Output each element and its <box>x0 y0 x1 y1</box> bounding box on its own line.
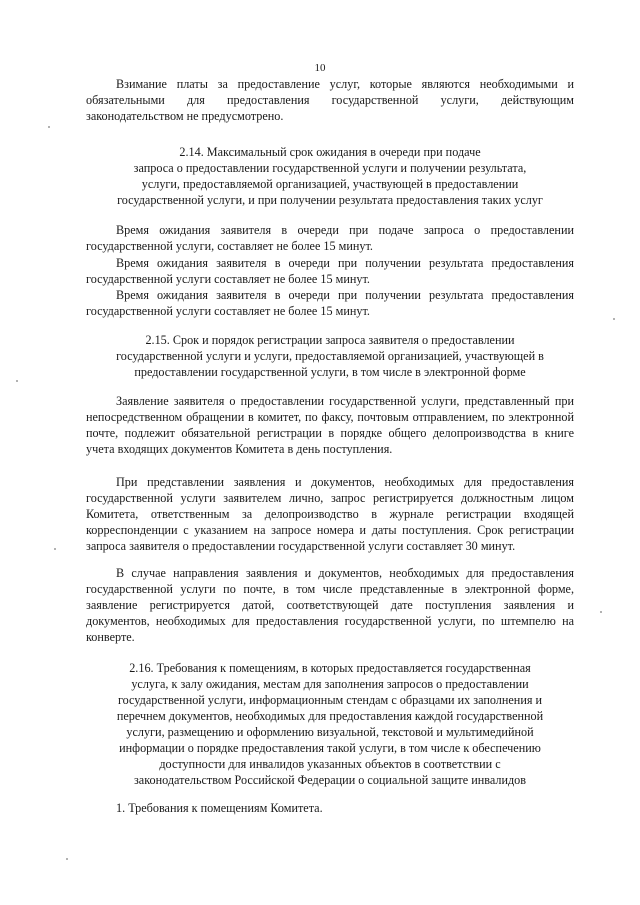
heading-2-16 <box>86 660 574 788</box>
heading-line: услуга, к залу ожидания, местам для заполнения запросов о предоставлении <box>131 677 529 691</box>
heading-line: доступности для инвалидов указанных объектов в соответствии с <box>159 757 501 771</box>
heading-line: информации о порядке предоставления такой услуги, в том числе к обеспечению <box>119 741 541 755</box>
scan-speck <box>16 380 18 382</box>
heading-line: перечнем документов, необходимых для предоставления каждой государственной <box>116 709 544 723</box>
heading-line: государственной услуги и услуги, предоставляемой организацией, участвующей в <box>116 349 544 363</box>
paragraph-registration-1: Заявление заявителя о предоставлении государственной услуги, представленный при непосредственном обращении в комитет, по факсу, почтовым отправлением, по электронной почте, подлежит обязательной регистрации в порядке общего делопроизводства в книге учета входящих документов Комитета в день поступления. <box>86 394 574 456</box>
paragraph-wait-3: Время ожидания заявителя в очереди при получении результата предоставления государственной услуги составляет не более 15 минут. <box>86 288 574 318</box>
paragraph-fee: Взимание платы за предоставление услуг, которые являются необходимыми и обязательными для предоставления государственной услуги, действующим законодательством не предусмотрено. <box>86 77 574 123</box>
heading-line: 2.15. Срок и порядок регистрации запроса заявителя о предоставлении <box>145 333 515 347</box>
heading-line: услуги, предоставляемой организацией, участвующей в предоставлении <box>141 177 519 191</box>
paragraph-registration-2: При представлении заявления и документов, необходимых для предоставления государственной услуги заявителем лично, запрос регистрируется должностным лицом Комитета, ответственным за делопроизводство в журнале регистрации входящей корреспонденции с указанием на запросе номера и даты поступления. Срок регистрации запроса заявителя о предоставлении государственной услуги составляет 30 минут. <box>86 475 574 553</box>
heading-line: услуги, размещению и оформлению визуальной, текстовой и мультимедийной <box>126 725 534 739</box>
page-number: 10 <box>314 62 326 74</box>
heading-line: государственной услуги, и при получении результата предоставления таких услуг <box>117 193 543 207</box>
paragraph-requirements-1: 1. Требования к помещениям Комитета. <box>116 801 323 815</box>
heading-line: государственной услуги, информационным стендам с образцами их заполнения и <box>117 693 543 707</box>
heading-line: 2.16. Требования к помещениям, в которых предоставляется государственная <box>129 661 531 675</box>
heading-line: запроса о предоставлении государственной услуги и получении результата, <box>133 161 527 175</box>
paragraph-wait-1: Время ожидания заявителя в очереди при подаче запроса о предоставлении государственной услуги, составляет не более 15 минут. <box>86 223 574 253</box>
heading-line: 2.14. Максимальный срок ожидания в очереди при подаче <box>179 145 481 159</box>
heading-2-15 <box>86 332 574 380</box>
scan-speck <box>48 126 50 128</box>
heading-2-14 <box>86 144 574 208</box>
heading-line: предоставлении государственной услуги, в том числе в электронной форме <box>134 365 526 379</box>
paragraph-wait-2: Время ожидания заявителя в очереди при получении результата предоставления государственной услуги составляет не более 15 минут. <box>86 256 574 286</box>
paragraph-registration-3: В случае направления заявления и документов, необходимых для предоставления государственной услуги по почте, в том числе представленные в электронной форме, заявление регистрируется датой, соответствующей дате поступления заявления и документов, необходимых для предоставления государственной услуги, по штемпелю на конверте. <box>86 566 574 644</box>
scan-speck <box>613 318 615 320</box>
scan-speck <box>600 611 602 613</box>
heading-line: законодательством Российской Федерации о социальной защите инвалидов <box>133 773 527 787</box>
scan-speck <box>66 858 68 860</box>
scan-speck <box>54 548 56 550</box>
